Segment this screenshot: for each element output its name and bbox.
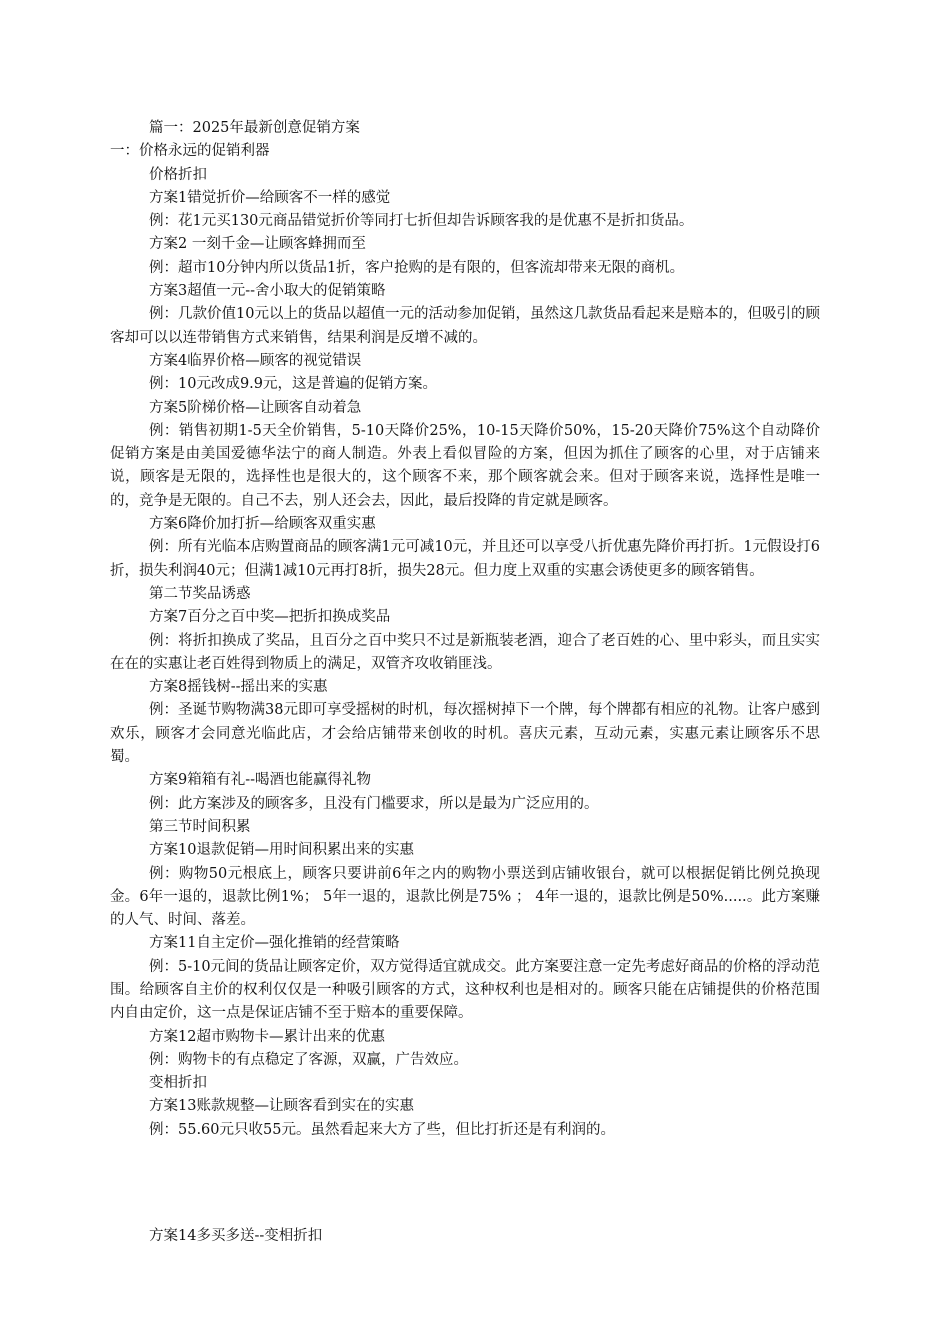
example-text: 例：此方案涉及的顾客多，且没有门槛要求，所以是最为广泛应用的。 xyxy=(149,795,599,812)
example-text: 例：10元改成9.9元，这是普遍的促销方案。 xyxy=(149,376,438,393)
example-text: 例：55.60元只收55元。虽然看起来大方了些，但比打折还是有利润的。 xyxy=(149,1121,615,1138)
section-heading: 第三节时间积累 xyxy=(149,818,251,835)
plan-heading: 方案14多买多送--变相折扣 xyxy=(149,1228,323,1245)
example-paragraph: 例：所有光临本店购置商品的顾客满1元可减10元，并且还可以享受八折优惠先降价再打折。1元假设打6折，损失利润40元；但满1减10元再打8折，损失28元。但力度上双重的实惠会诱使更多的顾客销售。 xyxy=(110,539,820,579)
plan-heading: 方案5阶梯价格—让顾客自动着急 xyxy=(149,399,362,416)
page-gap xyxy=(110,1142,820,1225)
example-paragraph: 例：5-10元间的货品让顾客定价，双方觉得适宜就成交。此方案要注意一定先考虑好商品的价格的浮动范围。给顾客自主价的权利仅仅是一种吸引顾客的方式，这种权利也是相对的。顾客只能在店铺提供的价格范围内自由定价，这一点是保证店铺不至于赔本的重要保障。 xyxy=(110,958,820,1022)
plan-heading: 方案13账款规整—让顾客看到实在的实惠 xyxy=(149,1098,414,1115)
plan-heading: 方案3超值一元--舍小取大的促销策略 xyxy=(149,283,386,300)
plan-heading: 方案11自主定价—强化推销的经营策略 xyxy=(149,935,400,952)
chapter-heading: 一：价格永远的促销利器 xyxy=(110,143,270,160)
example-paragraph: 例：几款价值10元以上的货品以超值一元的活动参加促销，虽然这几款货品看起来是赔本的，但吸引的顾客却可以以连带销售方式来销售，结果利润是反增不减的。 xyxy=(110,306,820,346)
example-text: 例：购物卡的有点稳定了客源，双赢，广告效应。 xyxy=(149,1051,468,1068)
plan-heading: 方案4临界价格—顾客的视觉错误 xyxy=(149,352,362,369)
plan-heading: 方案2 一刻千金—让顾客蜂拥而至 xyxy=(149,236,366,253)
example-paragraph: 例：将折扣换成了奖品，且百分之百中奖只不过是新瓶装老酒，迎合了老百姓的心、里中彩头，而且实实在在的实惠让老百姓得到物质上的满足，双管齐攻收销匪浅。 xyxy=(110,632,820,672)
plan-heading: 方案1错觉折价—给顾客不一样的感觉 xyxy=(149,189,391,206)
section-heading: 第二节奖品诱惑 xyxy=(149,585,251,602)
example-text: 例：超市10分钟内所以货品1折，客户抢购的是有限的，但客流却带来无限的商机。 xyxy=(149,259,685,276)
plan-heading: 方案9箱箱有礼--喝酒也能赢得礼物 xyxy=(149,772,372,789)
example-paragraph: 例：销售初期1-5天全价销售，5-10天降价25%，10-15天降价50%，15-20天降价75%这个自动降价促销方案是由美国爱德华法宁的商人制造。外表上看似冒险的方案，但因为抓住了顾客的心里，对于店铺来说，顾客是无限的，选择性也是很大的，这个顾客不来，那个顾客就会来。但对于顾客来说，选择性是唯一的，竞争是无限的。自己不去，别人还会去，因此，最后投降的肯定就是顾客。 xyxy=(110,422,820,509)
document-title: 篇一：2025年最新创意促销方案 xyxy=(149,120,360,136)
plan-heading: 方案8摇钱树--摇出来的实惠 xyxy=(149,679,328,696)
example-paragraph: 例：圣诞节购物满38元即可享受摇树的时机，每次摇树掉下一个牌，每个牌都有相应的礼物。让客户感到欢乐，顾客才会同意光临此店，才会给店铺带来创收的时机。喜庆元素，互动元素，实惠元素让顾客乐不思蜀。 xyxy=(110,702,820,766)
plan-heading: 方案10退款促销—用时间积累出来的实惠 xyxy=(149,842,414,859)
example-text: 例：花1元买130元商品错觉折价等同打七折但却告诉顾客我的是优惠不是折扣货品。 xyxy=(149,213,694,230)
section-heading: 变相折扣 xyxy=(149,1075,207,1092)
plan-heading: 方案12超市购物卡—累计出来的优惠 xyxy=(149,1028,385,1045)
plan-heading: 方案6降价加打折—给顾客双重实惠 xyxy=(149,516,376,533)
document-body xyxy=(110,117,820,1248)
example-paragraph: 例：购物50元根底上，顾客只要讲前6年之内的购物小票送到店铺收银台，就可以根据促销比例兑换现金。6年一退的，退款比例1%； 5年一退的，退款比例是75% ； 4年一退的，退款比例是50%.....。此方案赚的人气、时间、落差。 xyxy=(110,865,820,929)
section-heading: 价格折扣 xyxy=(149,166,207,183)
plan-heading: 方案7百分之百中奖—把折扣换成奖品 xyxy=(149,609,391,626)
